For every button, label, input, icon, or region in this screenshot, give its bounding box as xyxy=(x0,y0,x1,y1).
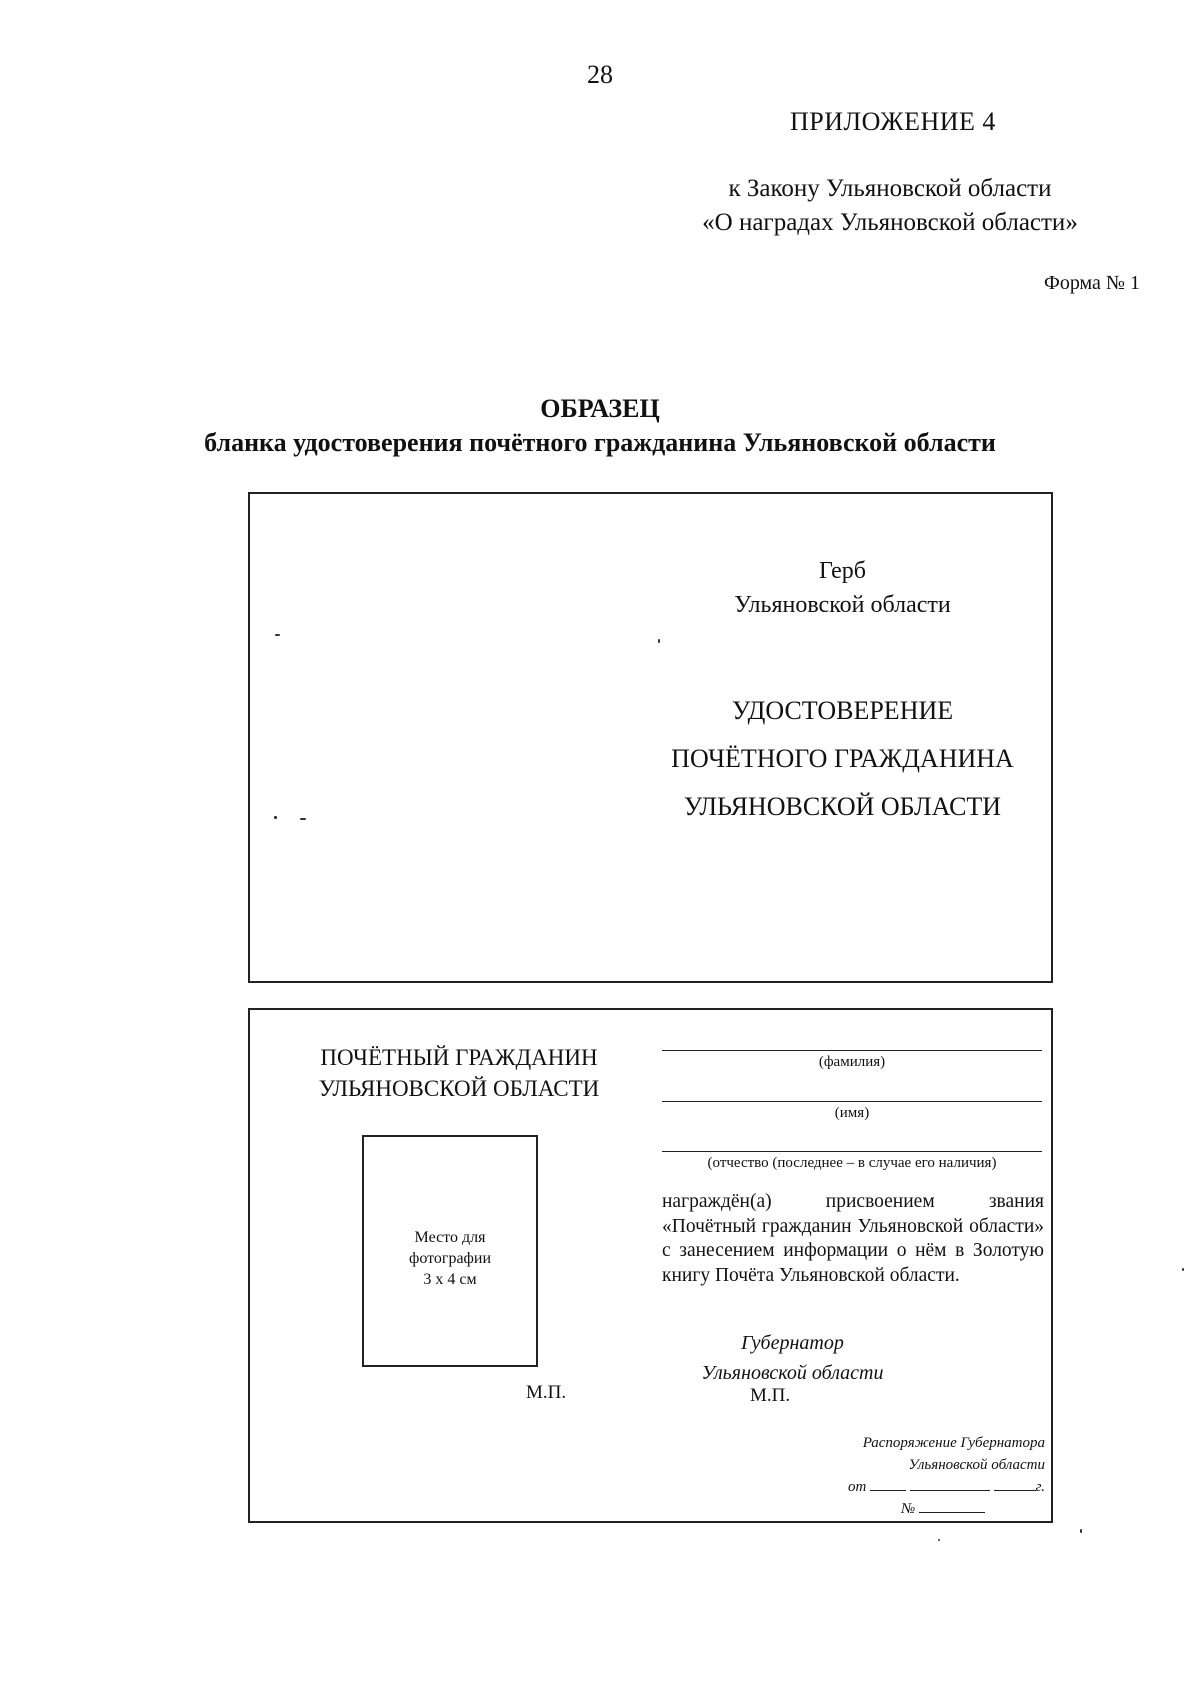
certificate-inner-page xyxy=(248,1008,1053,1523)
decree-from: от xyxy=(848,1479,867,1495)
decree-line2: Ульяновской области xyxy=(908,1457,1045,1473)
cert-line1: УДОСТОВЕРЕНИЕ xyxy=(731,696,954,725)
name-caption: (имя) xyxy=(834,1105,870,1121)
page-number: 28 xyxy=(587,60,613,89)
photo-caption xyxy=(364,1227,536,1290)
form-number: Форма № 1 xyxy=(1044,272,1140,294)
day-blank xyxy=(870,1476,906,1491)
decree-number-label: № xyxy=(901,1501,916,1517)
cert-line3: УЛЬЯНОВСКОЙ ОБЛАСТИ xyxy=(683,792,1002,821)
photo-line2: фотографии xyxy=(408,1250,492,1267)
scan-speck xyxy=(938,1539,940,1541)
name-line xyxy=(662,1101,1042,1102)
law-reference-line2: «О наградах Ульяновской области» xyxy=(702,209,1078,236)
photo-line1: Место для xyxy=(414,1229,486,1246)
decree-year-suffix: г. xyxy=(1035,1479,1045,1495)
decree-line1: Распоряжение Губернатора xyxy=(862,1435,1045,1451)
surname-line xyxy=(662,1050,1042,1051)
award-text: награждён(а) присвоением звания «Почётный гражданин Ульяновской области» с занесением информации о нём в Золотую книгу Почёта Ульяновской области. xyxy=(662,1191,1044,1286)
seal-place-left: М.П. xyxy=(526,1382,567,1403)
decree-number-row xyxy=(805,1498,1045,1520)
document-title xyxy=(0,392,1200,460)
honor-title xyxy=(274,1042,644,1104)
scan-speck xyxy=(300,818,306,820)
title-line2: бланка удостоверения почётного гражданина Ульяновской области xyxy=(204,428,996,457)
certificate-title xyxy=(650,687,1035,831)
patronymic-caption: (отчество (последнее – в случае его наличия) xyxy=(707,1155,997,1171)
law-reference xyxy=(660,172,1120,240)
scan-speck xyxy=(275,634,280,636)
scan-speck xyxy=(1080,1529,1082,1533)
photo-placeholder xyxy=(362,1135,538,1367)
appendix-label: ПРИЛОЖЕНИЕ 4 xyxy=(790,107,996,136)
seal-place-right: М.П. xyxy=(750,1385,791,1406)
cert-line2: ПОЧЁТНОГО ГРАЖДАНИНА xyxy=(671,744,1014,773)
scan-speck xyxy=(1182,1268,1184,1271)
coat-line2: Ульяновской области xyxy=(734,592,951,618)
governor-line1: Губернатор xyxy=(741,1332,844,1354)
number-blank xyxy=(919,1498,985,1513)
honor-line1: ПОЧЁТНЫЙ ГРАЖДАНИН xyxy=(320,1045,598,1070)
year-blank xyxy=(994,1476,1036,1491)
governor-signature-title xyxy=(670,1328,915,1388)
scan-speck xyxy=(658,639,660,643)
honor-line2: УЛЬЯНОВСКОЙ ОБЛАСТИ xyxy=(318,1076,600,1101)
scan-speck xyxy=(274,816,277,819)
coat-line1: Герб xyxy=(819,558,866,584)
photo-line3: 3 х 4 см xyxy=(423,1271,477,1288)
month-blank xyxy=(910,1476,990,1491)
law-reference-line1: к Закону Ульяновской области xyxy=(728,175,1052,202)
certificate-cover xyxy=(248,492,1053,983)
patronymic-line xyxy=(662,1151,1042,1152)
governor-line2: Ульяновской области xyxy=(701,1362,884,1384)
coat-of-arms-placeholder xyxy=(650,554,1035,622)
surname-caption: (фамилия) xyxy=(818,1054,886,1070)
decree-block xyxy=(805,1432,1045,1520)
decree-date-row xyxy=(805,1476,1045,1498)
title-line1: ОБРАЗЕЦ xyxy=(540,394,660,423)
